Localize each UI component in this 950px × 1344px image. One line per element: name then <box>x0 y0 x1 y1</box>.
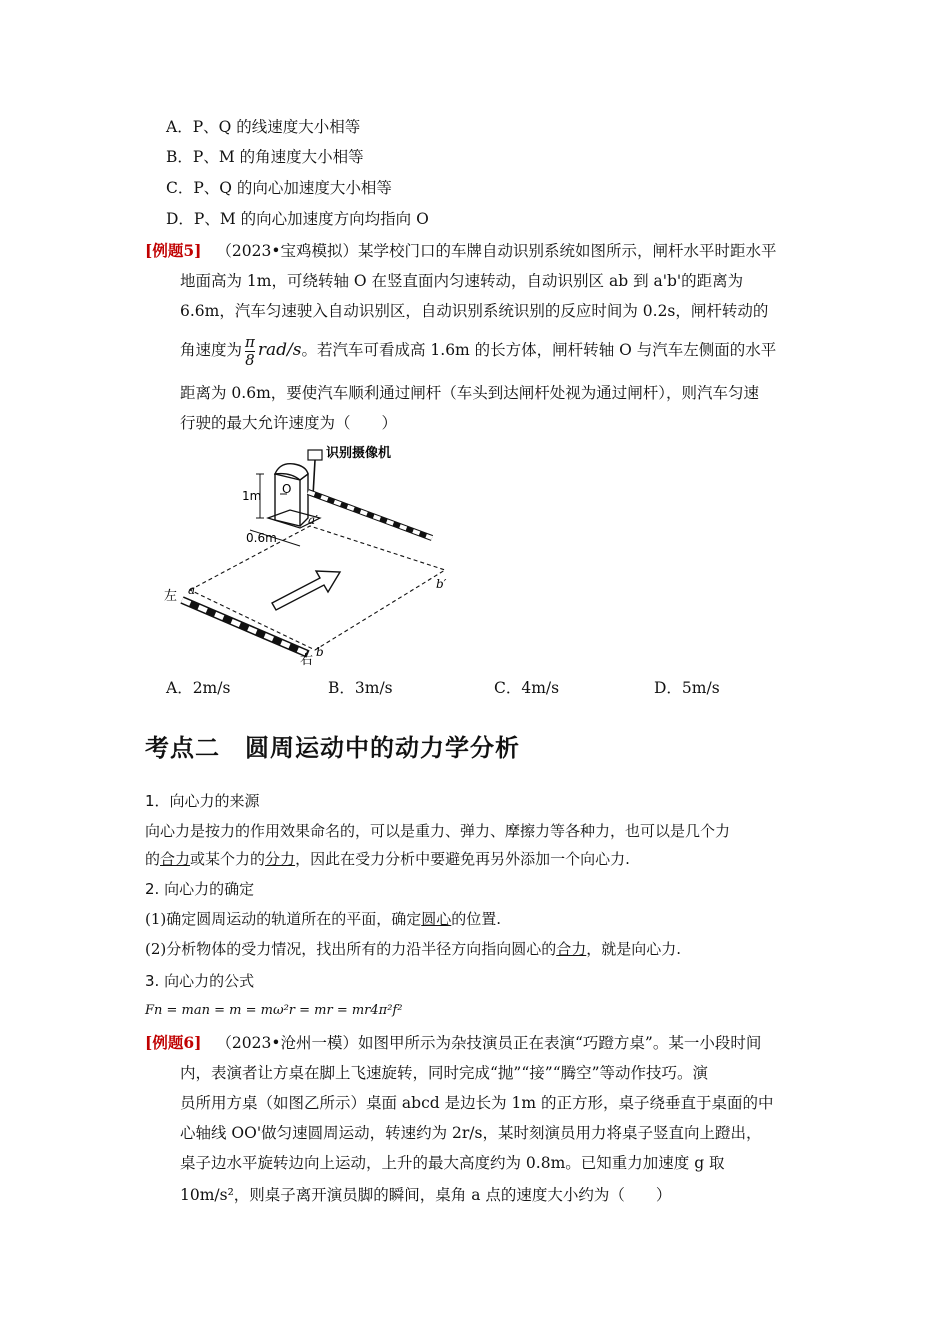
text-fragment: 或某个力的 <box>190 850 266 868</box>
text-fragment: ，因此在受力分析中要避免再另外添加一个向心力. <box>295 850 630 868</box>
example5-text-1: （2023•宝鸡模拟）某学校门口的车牌自动识别系统如图所示，闸杆水平时距水平 <box>216 242 777 260</box>
gate-diagram <box>160 438 460 670</box>
distance-label: 0.6m <box>246 531 277 545</box>
example5-tag: [例题5] <box>145 241 202 260</box>
option-c: C．P、Q 的向心加速度大小相等 <box>166 179 392 197</box>
answer-d: D．5m/s <box>654 679 720 697</box>
boom-arm <box>308 492 432 538</box>
example5-text-6: 行驶的最大允许速度为（ ） <box>180 414 398 432</box>
o-label: O <box>282 482 292 496</box>
fraction-denominator: 8 <box>245 350 255 369</box>
example5-first-line <box>145 240 776 262</box>
paragraph-1-line-1: 向心力是按力的作用效果命名的，可以是重力、弹力、摩擦力等各种力，也可以是几个力 <box>145 822 731 840</box>
section-heading: 考点二 圆周运动中的动力学分析 <box>145 734 520 762</box>
omega-fraction <box>245 334 255 369</box>
example5-text-4-post: 。若汽车可看成高 1.6m 的长方体，闸杆转轴 O 与汽车左侧面的水平 <box>301 341 777 359</box>
text-fragment: 的位置. <box>451 910 502 928</box>
option-b: B．P、M 的角速度大小相等 <box>166 148 364 166</box>
underlined-term: 圆心 <box>421 910 452 928</box>
text-fragment: 的 <box>145 850 161 868</box>
example6-tag: [例题6] <box>145 1033 202 1052</box>
unit-rad-s: rad/s <box>257 340 302 360</box>
paragraph-1-line-2 <box>145 848 630 870</box>
gate-box-side <box>300 474 308 526</box>
example5-text-4-pre: 角速度为 <box>180 341 243 359</box>
height-label: 1m <box>242 489 262 503</box>
example6-text-5: 桌子边水平旋转边向上运动，上升的最大高度约为 0.8m。已知重力加速度 g 取 <box>180 1154 725 1172</box>
a-label: a <box>188 583 196 597</box>
example6-text-4: 心轴线 OO'做匀速圆周运动，转速约为 2r/s，某时刻演员用力将桌子竖直向上蹬出， <box>180 1124 762 1142</box>
fraction-numerator: π <box>245 332 255 351</box>
text-fragment: (1)确定圆周运动的轨道所在的平面，确定 <box>145 910 422 928</box>
answer-b: B．3m/s <box>328 679 393 697</box>
subheading-2: 2. 向心力的确定 <box>145 880 255 898</box>
option-a: A．P、Q 的线速度大小相等 <box>166 118 361 136</box>
answer-a: A．2m/s <box>166 679 231 697</box>
example6-text-6: 10m/s²，则桌子离开演员脚的瞬间，桌角 a 点的速度大小约为（ ） <box>180 1186 672 1204</box>
example6-text-2: 内，表演者让方桌在脚上飞速旋转，同时完成“抛”“接”“腾空”等动作技巧。演 <box>180 1064 709 1082</box>
underlined-term: 合力 <box>556 940 587 958</box>
subheading-3: 3. 向心力的公式 <box>145 972 255 990</box>
b-prime-label: b′ <box>436 577 447 591</box>
left-label: 左 <box>164 589 178 604</box>
example5-text-5: 距离为 0.6m，要使汽车顺利通过闸杆（车头到达闸杆处视为通过闸杆），则汽车匀速 <box>180 384 760 402</box>
example6-first-line <box>145 1032 761 1054</box>
example5-text-2: 地面高为 1m，可绕转轴 O 在竖直面内匀速转动，自动识别区 ab 到 a'b'的距离为 <box>180 272 744 290</box>
option-d: D．P、M 的向心加速度方向均指向 O <box>166 210 429 228</box>
ground-stripe <box>182 600 308 654</box>
paragraph-2-line-2 <box>145 938 681 960</box>
camera-pole <box>313 460 315 496</box>
b-label: b <box>316 645 324 659</box>
subheading-1: 1．向心力的来源 <box>145 792 260 810</box>
centripetal-formula: Fn = man = m = mω²r = mr = mr4π²f² <box>145 1003 403 1018</box>
underlined-term: 合力 <box>160 850 191 868</box>
example5-text-4 <box>180 330 776 370</box>
paragraph-2-line-1 <box>145 908 501 930</box>
driving-direction-arrow <box>272 571 340 610</box>
underlined-term: 分力 <box>265 850 296 868</box>
example6-text-1: （2023•沧州一模）如图甲所示为杂技演员正在表演“巧蹬方桌”。某一小段时间 <box>216 1034 762 1052</box>
right-label: 右 <box>300 653 314 668</box>
camera-icon <box>308 450 322 460</box>
example6-text-3: 员所用方桌（如图乙所示）桌面 abcd 是边长为 1m 的正方形，桌子绕垂直于桌面的中 <box>180 1094 774 1112</box>
a-prime-label: a′ <box>308 513 318 527</box>
example5-text-3: 6.6m，汽车匀速驶入自动识别区，自动识别系统识别的反应时间为 0.2s，闸杆转动的 <box>180 302 769 320</box>
answer-c: C．4m/s <box>494 679 560 697</box>
camera-label: 识别摄像机 <box>326 446 392 461</box>
text-fragment: (2)分析物体的受力情况，找出所有的力沿半径方向指向圆心的 <box>145 940 557 958</box>
text-fragment: ，就是向心力. <box>586 940 682 958</box>
